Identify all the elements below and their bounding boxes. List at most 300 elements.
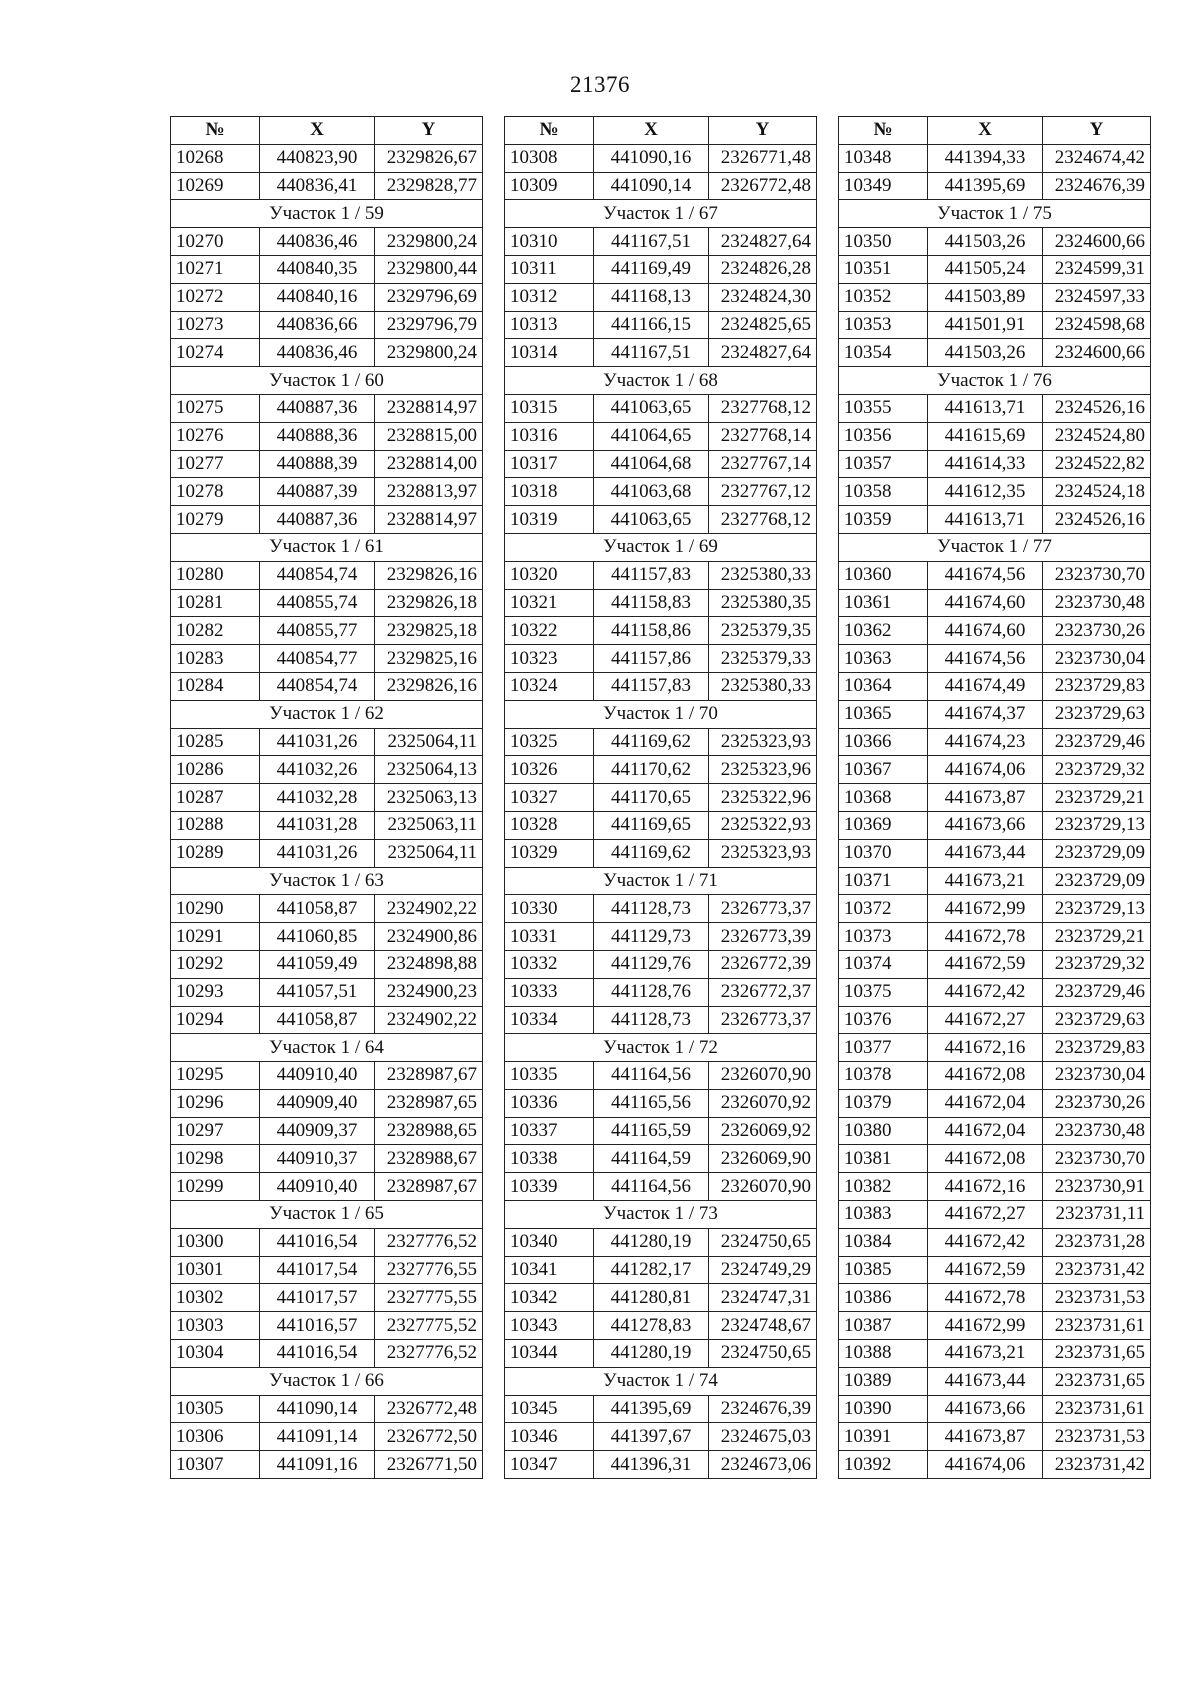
point-number: 10288 — [171, 811, 260, 839]
point-number: 10377 — [839, 1034, 928, 1062]
point-number: 10392 — [839, 1451, 928, 1479]
table-row — [171, 1117, 483, 1145]
table-row — [839, 1340, 1151, 1368]
x-coordinate: 441063,65 — [594, 394, 709, 422]
table-row — [839, 617, 1151, 645]
x-coordinate: 441168,13 — [594, 283, 709, 311]
point-number: 10297 — [171, 1117, 260, 1145]
y-coordinate: 2324526,16 — [1043, 394, 1151, 422]
y-coordinate: 2324674,42 — [1043, 144, 1151, 172]
x-coordinate: 441158,86 — [594, 617, 709, 645]
y-coordinate: 2324599,31 — [1043, 255, 1151, 283]
y-coordinate: 2327767,12 — [709, 478, 817, 506]
table-row — [839, 1312, 1151, 1340]
header-row — [505, 117, 817, 145]
y-coordinate: 2325323,96 — [709, 756, 817, 784]
point-number: 10355 — [839, 394, 928, 422]
x-coordinate: 440836,41 — [260, 172, 375, 200]
table-row — [505, 394, 817, 422]
y-coordinate: 2328815,00 — [375, 422, 483, 450]
x-coordinate: 441674,49 — [928, 672, 1043, 700]
point-number: 10321 — [505, 589, 594, 617]
table-row — [505, 1312, 817, 1340]
point-number: 10312 — [505, 283, 594, 311]
section-row — [505, 1367, 817, 1395]
x-coordinate: 441672,99 — [928, 895, 1043, 923]
point-number: 10387 — [839, 1312, 928, 1340]
point-number: 10281 — [171, 589, 260, 617]
y-coordinate: 2326772,48 — [709, 172, 817, 200]
y-coordinate: 2323729,09 — [1043, 839, 1151, 867]
table-row — [505, 1117, 817, 1145]
x-coordinate: 441672,04 — [928, 1117, 1043, 1145]
point-number: 10351 — [839, 255, 928, 283]
table-row — [171, 756, 483, 784]
y-coordinate: 2326771,50 — [375, 1451, 483, 1479]
x-coordinate: 441612,35 — [928, 478, 1043, 506]
point-number: 10282 — [171, 617, 260, 645]
section-row — [505, 700, 817, 728]
table-row — [505, 1145, 817, 1173]
section-title: Участок 1 / 59 — [171, 200, 483, 228]
point-number: 10391 — [839, 1423, 928, 1451]
y-coordinate: 2326772,48 — [375, 1395, 483, 1423]
x-coordinate: 440854,74 — [260, 561, 375, 589]
table-row — [839, 339, 1151, 367]
y-coordinate: 2324750,65 — [709, 1340, 817, 1368]
x-coordinate: 441090,14 — [260, 1395, 375, 1423]
y-coordinate: 2324824,30 — [709, 283, 817, 311]
point-number: 10275 — [171, 394, 260, 422]
table-row — [171, 1228, 483, 1256]
table-row — [505, 1423, 817, 1451]
point-number: 10348 — [839, 144, 928, 172]
table-row — [171, 172, 483, 200]
table-row — [839, 228, 1151, 256]
point-number: 10286 — [171, 756, 260, 784]
y-coordinate: 2326771,48 — [709, 144, 817, 172]
y-coordinate: 2324748,67 — [709, 1312, 817, 1340]
x-coordinate: 441129,76 — [594, 950, 709, 978]
point-number: 10388 — [839, 1340, 928, 1368]
section-title: Участок 1 / 60 — [171, 367, 483, 395]
point-number: 10341 — [505, 1256, 594, 1284]
y-coordinate: 2329826,67 — [375, 144, 483, 172]
point-number: 10326 — [505, 756, 594, 784]
x-coordinate: 441503,26 — [928, 228, 1043, 256]
point-number: 10318 — [505, 478, 594, 506]
y-coordinate: 2326069,90 — [709, 1145, 817, 1173]
x-coordinate: 441673,66 — [928, 811, 1043, 839]
table-row — [171, 506, 483, 534]
point-number: 10358 — [839, 478, 928, 506]
x-coordinate: 441170,65 — [594, 784, 709, 812]
table-row — [505, 978, 817, 1006]
table-row — [171, 561, 483, 589]
x-coordinate: 440888,36 — [260, 422, 375, 450]
x-coordinate: 441503,89 — [928, 283, 1043, 311]
point-number: 10276 — [171, 422, 260, 450]
y-coordinate: 2324522,82 — [1043, 450, 1151, 478]
header-row — [839, 117, 1151, 145]
point-number: 10272 — [171, 283, 260, 311]
y-coordinate: 2329826,18 — [375, 589, 483, 617]
x-coordinate: 441064,68 — [594, 450, 709, 478]
y-coordinate: 2329826,16 — [375, 561, 483, 589]
x-coordinate: 441673,44 — [928, 1367, 1043, 1395]
x-coordinate: 441091,14 — [260, 1423, 375, 1451]
table-row — [171, 1284, 483, 1312]
point-number: 10333 — [505, 978, 594, 1006]
table-row — [171, 1423, 483, 1451]
y-coordinate: 2324750,65 — [709, 1228, 817, 1256]
point-number: 10289 — [171, 839, 260, 867]
section-title: Участок 1 / 62 — [171, 700, 483, 728]
table-row — [171, 422, 483, 450]
section-title: Участок 1 / 72 — [505, 1034, 817, 1062]
table-row — [171, 923, 483, 951]
point-number: 10390 — [839, 1395, 928, 1423]
section-title: Участок 1 / 76 — [839, 367, 1151, 395]
section-title: Участок 1 / 61 — [171, 533, 483, 561]
point-number: 10369 — [839, 811, 928, 839]
table-row — [171, 950, 483, 978]
section-title: Участок 1 / 75 — [839, 200, 1151, 228]
y-coordinate: 2324524,18 — [1043, 478, 1151, 506]
page-number: 21376 — [570, 72, 630, 97]
x-coordinate: 440910,37 — [260, 1145, 375, 1173]
point-number: 10303 — [171, 1312, 260, 1340]
y-coordinate: 2325379,33 — [709, 645, 817, 673]
table-row — [505, 1062, 817, 1090]
point-number: 10354 — [839, 339, 928, 367]
x-coordinate: 441672,42 — [928, 978, 1043, 1006]
x-coordinate: 441165,59 — [594, 1117, 709, 1145]
table-row — [171, 589, 483, 617]
section-title: Участок 1 / 77 — [839, 533, 1151, 561]
x-coordinate: 440855,74 — [260, 589, 375, 617]
table-row — [839, 923, 1151, 951]
y-coordinate: 2325063,11 — [375, 811, 483, 839]
header-y: Y — [1043, 117, 1151, 145]
y-coordinate: 2326070,90 — [709, 1062, 817, 1090]
table-row — [505, 422, 817, 450]
x-coordinate: 441128,76 — [594, 978, 709, 1006]
x-coordinate: 441169,49 — [594, 255, 709, 283]
table-row — [505, 283, 817, 311]
y-coordinate: 2323729,46 — [1043, 978, 1151, 1006]
x-coordinate: 441674,56 — [928, 645, 1043, 673]
section-title: Участок 1 / 69 — [505, 533, 817, 561]
y-coordinate: 2323730,26 — [1043, 617, 1151, 645]
table-row — [505, 811, 817, 839]
x-coordinate: 441059,49 — [260, 950, 375, 978]
x-coordinate: 440909,37 — [260, 1117, 375, 1145]
y-coordinate: 2326773,37 — [709, 895, 817, 923]
point-number: 10280 — [171, 561, 260, 589]
table-row — [839, 1062, 1151, 1090]
x-coordinate: 440888,39 — [260, 450, 375, 478]
y-coordinate: 2327776,52 — [375, 1340, 483, 1368]
x-coordinate: 441282,17 — [594, 1256, 709, 1284]
point-number: 10310 — [505, 228, 594, 256]
point-number: 10374 — [839, 950, 928, 978]
y-coordinate: 2329796,69 — [375, 283, 483, 311]
x-coordinate: 441157,83 — [594, 561, 709, 589]
section-row — [171, 1201, 483, 1229]
y-coordinate: 2327768,12 — [709, 394, 817, 422]
table-row — [171, 1312, 483, 1340]
y-coordinate: 2323731,42 — [1043, 1451, 1151, 1479]
table-row — [839, 645, 1151, 673]
table-row — [171, 784, 483, 812]
table-row — [839, 1395, 1151, 1423]
point-number: 10373 — [839, 923, 928, 951]
table-row — [171, 645, 483, 673]
x-coordinate: 441674,37 — [928, 700, 1043, 728]
point-number: 10285 — [171, 728, 260, 756]
x-coordinate: 441031,28 — [260, 811, 375, 839]
x-coordinate: 440823,90 — [260, 144, 375, 172]
y-coordinate: 2323729,32 — [1043, 756, 1151, 784]
point-number: 10284 — [171, 672, 260, 700]
x-coordinate: 441672,27 — [928, 1006, 1043, 1034]
y-coordinate: 2327768,14 — [709, 422, 817, 450]
x-coordinate: 441063,65 — [594, 506, 709, 534]
x-coordinate: 441672,59 — [928, 1256, 1043, 1284]
point-number: 10360 — [839, 561, 928, 589]
table-row — [839, 1089, 1151, 1117]
table-row — [505, 450, 817, 478]
point-number: 10344 — [505, 1340, 594, 1368]
section-title: Участок 1 / 66 — [171, 1367, 483, 1395]
x-coordinate: 441280,19 — [594, 1340, 709, 1368]
x-coordinate: 441673,21 — [928, 1340, 1043, 1368]
y-coordinate: 2329825,18 — [375, 617, 483, 645]
point-number: 10273 — [171, 311, 260, 339]
table-row — [505, 561, 817, 589]
table-row — [839, 422, 1151, 450]
table-row — [839, 394, 1151, 422]
point-number: 10329 — [505, 839, 594, 867]
table-row — [505, 478, 817, 506]
point-number: 10376 — [839, 1006, 928, 1034]
y-coordinate: 2329800,24 — [375, 228, 483, 256]
y-coordinate: 2324827,64 — [709, 228, 817, 256]
point-number: 10368 — [839, 784, 928, 812]
y-coordinate: 2323729,13 — [1043, 895, 1151, 923]
table-row — [839, 1423, 1151, 1451]
table-row — [505, 923, 817, 951]
x-coordinate: 441169,65 — [594, 811, 709, 839]
y-coordinate: 2324676,39 — [709, 1395, 817, 1423]
x-coordinate: 441165,56 — [594, 1089, 709, 1117]
y-coordinate: 2326772,37 — [709, 978, 817, 1006]
point-number: 10336 — [505, 1089, 594, 1117]
table-row — [839, 1006, 1151, 1034]
section-row — [171, 1034, 483, 1062]
table-row — [505, 228, 817, 256]
point-number: 10361 — [839, 589, 928, 617]
section-title: Участок 1 / 74 — [505, 1367, 817, 1395]
x-coordinate: 441128,73 — [594, 895, 709, 923]
point-number: 10306 — [171, 1423, 260, 1451]
table-row — [171, 311, 483, 339]
table-row — [171, 1340, 483, 1368]
x-coordinate: 441672,16 — [928, 1173, 1043, 1201]
y-coordinate: 2325380,33 — [709, 672, 817, 700]
table-row — [171, 144, 483, 172]
table-row — [839, 839, 1151, 867]
x-coordinate: 441170,62 — [594, 756, 709, 784]
table-row — [839, 1173, 1151, 1201]
point-number: 10298 — [171, 1145, 260, 1173]
table-row — [839, 450, 1151, 478]
table-row — [505, 506, 817, 534]
table-row — [171, 811, 483, 839]
point-number: 10308 — [505, 144, 594, 172]
table-row — [839, 950, 1151, 978]
header-x: X — [594, 117, 709, 145]
table-row — [839, 1228, 1151, 1256]
table-row — [505, 1228, 817, 1256]
header-x: X — [928, 117, 1043, 145]
x-coordinate: 441016,54 — [260, 1340, 375, 1368]
x-coordinate: 441278,83 — [594, 1312, 709, 1340]
x-coordinate: 441169,62 — [594, 728, 709, 756]
y-coordinate: 2325064,11 — [375, 839, 483, 867]
point-number: 10375 — [839, 978, 928, 1006]
table-row — [505, 339, 817, 367]
header-num: № — [505, 117, 594, 145]
x-coordinate: 440840,35 — [260, 255, 375, 283]
point-number: 10325 — [505, 728, 594, 756]
x-coordinate: 441674,23 — [928, 728, 1043, 756]
section-title: Участок 1 / 65 — [171, 1201, 483, 1229]
table-row — [839, 255, 1151, 283]
y-coordinate: 2328814,97 — [375, 394, 483, 422]
point-number: 10291 — [171, 923, 260, 951]
header-y: Y — [375, 117, 483, 145]
x-coordinate: 441032,28 — [260, 784, 375, 812]
x-coordinate: 441673,44 — [928, 839, 1043, 867]
y-coordinate: 2325322,93 — [709, 811, 817, 839]
point-number: 10367 — [839, 756, 928, 784]
point-number: 10278 — [171, 478, 260, 506]
x-coordinate: 441395,69 — [928, 172, 1043, 200]
point-number: 10386 — [839, 1284, 928, 1312]
x-coordinate: 441395,69 — [594, 1395, 709, 1423]
table-row — [839, 1145, 1151, 1173]
y-coordinate: 2328813,97 — [375, 478, 483, 506]
point-number: 10320 — [505, 561, 594, 589]
x-coordinate: 441058,87 — [260, 1006, 375, 1034]
section-row — [171, 1367, 483, 1395]
header-num: № — [839, 117, 928, 145]
table-row — [839, 1034, 1151, 1062]
y-coordinate: 2326070,90 — [709, 1173, 817, 1201]
point-number: 10347 — [505, 1451, 594, 1479]
point-number: 10364 — [839, 672, 928, 700]
point-number: 10271 — [171, 255, 260, 283]
point-number: 10277 — [171, 450, 260, 478]
table-row — [839, 1284, 1151, 1312]
point-number: 10299 — [171, 1173, 260, 1201]
x-coordinate: 441501,91 — [928, 311, 1043, 339]
table-row — [839, 811, 1151, 839]
table-row — [505, 950, 817, 978]
x-coordinate: 441394,33 — [928, 144, 1043, 172]
point-number: 10370 — [839, 839, 928, 867]
y-coordinate: 2324898,88 — [375, 950, 483, 978]
section-row — [505, 367, 817, 395]
x-coordinate: 441164,56 — [594, 1062, 709, 1090]
table-row — [839, 756, 1151, 784]
point-number: 10323 — [505, 645, 594, 673]
point-number: 10319 — [505, 506, 594, 534]
point-number: 10292 — [171, 950, 260, 978]
y-coordinate: 2329800,24 — [375, 339, 483, 367]
table-row — [171, 672, 483, 700]
point-number: 10371 — [839, 867, 928, 895]
x-coordinate: 441396,31 — [594, 1451, 709, 1479]
y-coordinate: 2323729,21 — [1043, 784, 1151, 812]
table-row — [839, 700, 1151, 728]
x-coordinate: 440910,40 — [260, 1062, 375, 1090]
point-number: 10385 — [839, 1256, 928, 1284]
x-coordinate: 441672,27 — [928, 1201, 1043, 1229]
table-row — [505, 756, 817, 784]
y-coordinate: 2323730,48 — [1043, 589, 1151, 617]
x-coordinate: 440909,40 — [260, 1089, 375, 1117]
y-coordinate: 2324676,39 — [1043, 172, 1151, 200]
table-row — [171, 1145, 483, 1173]
point-number: 10322 — [505, 617, 594, 645]
point-number: 10304 — [171, 1340, 260, 1368]
table-row — [171, 1089, 483, 1117]
y-coordinate: 2323729,83 — [1043, 1034, 1151, 1062]
point-number: 10362 — [839, 617, 928, 645]
point-number: 10328 — [505, 811, 594, 839]
y-coordinate: 2323729,21 — [1043, 923, 1151, 951]
section-title: Участок 1 / 67 — [505, 200, 817, 228]
y-coordinate: 2324902,22 — [375, 895, 483, 923]
x-coordinate: 441166,15 — [594, 311, 709, 339]
x-coordinate: 441503,26 — [928, 339, 1043, 367]
table-row — [505, 144, 817, 172]
section-row — [505, 533, 817, 561]
table-row — [171, 339, 483, 367]
table-row — [505, 728, 817, 756]
x-coordinate: 441158,83 — [594, 589, 709, 617]
y-coordinate: 2324524,80 — [1043, 422, 1151, 450]
y-coordinate: 2325379,35 — [709, 617, 817, 645]
x-coordinate: 441057,51 — [260, 978, 375, 1006]
y-coordinate: 2323731,42 — [1043, 1256, 1151, 1284]
table-row — [505, 645, 817, 673]
y-coordinate: 2326773,37 — [709, 1006, 817, 1034]
table-row — [839, 784, 1151, 812]
table-row — [171, 617, 483, 645]
table-row — [171, 1173, 483, 1201]
y-coordinate: 2323731,28 — [1043, 1228, 1151, 1256]
x-coordinate: 441032,26 — [260, 756, 375, 784]
point-number: 10316 — [505, 422, 594, 450]
section-row — [505, 1201, 817, 1229]
y-coordinate: 2325063,13 — [375, 784, 483, 812]
y-coordinate: 2323731,61 — [1043, 1395, 1151, 1423]
x-coordinate: 441016,57 — [260, 1312, 375, 1340]
